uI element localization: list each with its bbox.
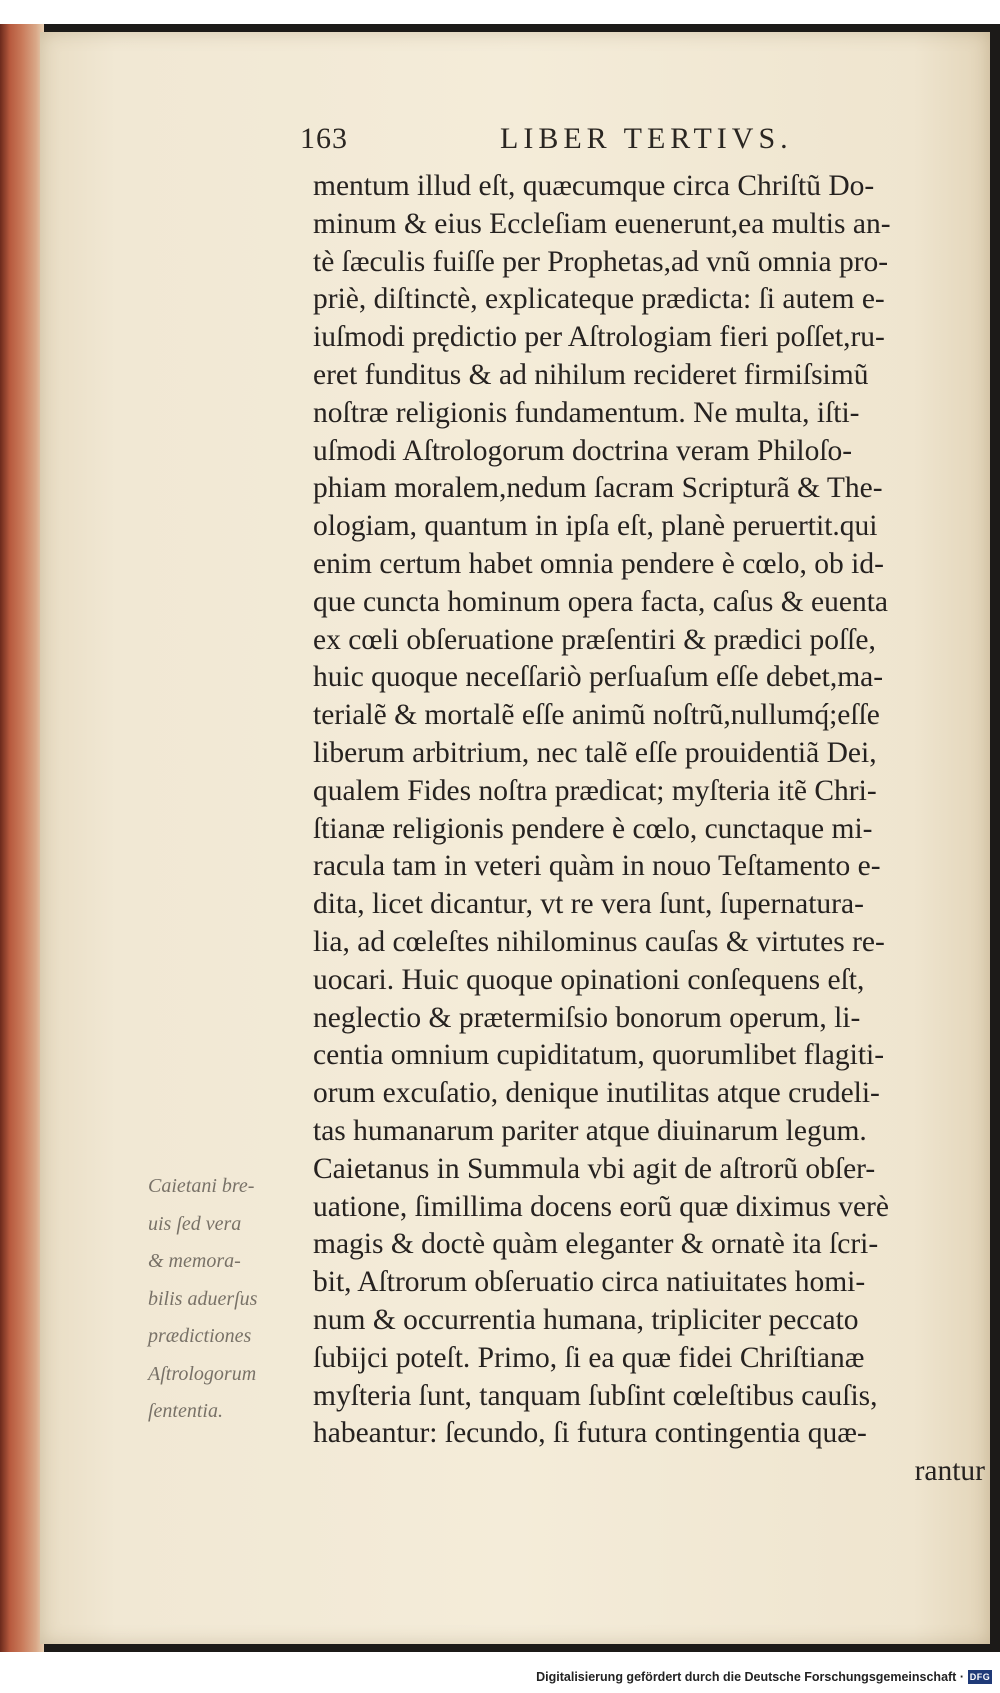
text-line: ſubijci poteſt. Primo, ſi ea quæ fidei Chriſtianæ <box>313 1341 865 1374</box>
text-line: num & occurrentia humana, tripliciter peccato <box>313 1303 859 1336</box>
page-number: 163 <box>300 122 348 155</box>
margin-note-line: & memora- <box>148 1250 241 1272</box>
text-line: noſtræ religionis fundamentum. Ne multa, iſti- <box>313 396 860 429</box>
text-line: lia, ad cœleſtes nihilominus cauſas & virtutes re- <box>313 925 885 958</box>
text-line: tas humanarum pariter atque diuinarum legum. <box>313 1114 867 1147</box>
text-line: eret funditus & ad nihilum recideret firmiſsimũ <box>313 358 869 391</box>
book-edge <box>0 24 44 1652</box>
digitization-footer <box>536 1668 992 1686</box>
page-header <box>300 122 940 166</box>
text-line: habeantur: ſecundo, ſi futura contingentia quæ- <box>313 1417 867 1450</box>
text-line: centia omnium cupiditatum, quorumlibet flagiti- <box>313 1039 885 1072</box>
text-line: myſteria ſunt, tanquam ſubſint cœleſtibus cauſis, <box>313 1379 878 1412</box>
text-line: iuſmodi prędictio per Aſtrologiam fieri poſſet,ru- <box>313 321 885 354</box>
text-line: uocari. Huic quoque opinationi conſequens eſt, <box>313 963 865 996</box>
margin-note-line: Caietani bre- <box>148 1175 255 1197</box>
margin-note-line: uis ſed vera <box>148 1212 242 1235</box>
margin-note-line: prædictiones <box>148 1325 252 1347</box>
text-line: enim certum habet omnia pendere è cœlo, ob id- <box>313 547 884 580</box>
text-line: liberum arbitrium, nec talẽ eſſe prouidentiã Dei, <box>313 736 877 769</box>
text-line: racula tam in veteri quàm in nouo Teſtamento e- <box>313 850 881 883</box>
text-line: orum excuſatio, denique inutilitas atque crudeli- <box>313 1077 880 1110</box>
text-line: phiam moralem,nedum ſacram Scripturã & The- <box>313 472 883 505</box>
text-line: huic quoque neceſſariò perſuaſum eſſe debet,ma- <box>313 661 884 694</box>
text-line: que cuncta hominum opera facta, caſus & euenta <box>313 585 889 618</box>
text-line: mentum illud eſt, quæcumque circa Chriſtũ Do- <box>313 170 875 202</box>
text-line: qualem Fides noſtra prædicat; myſteria itẽ Chri- <box>313 774 877 807</box>
footer-credit: Digitalisierung gefördert durch die Deutsche Forschungsgemeinschaft · <box>536 1670 964 1684</box>
text-line: priè, diſtinctè, explicateque prædicta: ſi autem e- <box>313 283 885 316</box>
catchword: rantur <box>914 1455 985 1488</box>
text-line: ſtianæ religionis pendere è cœlo, cunctaque mi- <box>313 812 873 845</box>
text-line: ex cœli obſeruatione præſentiri & prædici poſſe, <box>313 623 876 656</box>
text-line: uatione, ſimillima docens eorũ quæ diximus verè <box>313 1190 889 1223</box>
text-line: tè ſæculis fuiſſe per Prophetas,ad vnũ omnia pro- <box>313 245 889 278</box>
dfg-logo-icon: DFG <box>969 1672 991 1682</box>
margin-note-line: Aſtrologorum <box>148 1362 257 1385</box>
text-line: neglectio & prætermiſsio bonorum operum, li- <box>313 1001 861 1034</box>
margin-note <box>148 1168 308 1431</box>
text-line: minum & eius Eccleſiam euenerunt,ea multis an- <box>313 207 891 240</box>
text-line: uſmodi Aſtrologorum doctrina veram Philoſo- <box>313 434 853 467</box>
text-line: dita, licet dicantur, vt re vera ſunt, ſupernatura- <box>313 888 864 921</box>
margin-note-line: bilis aduerſus <box>148 1287 258 1310</box>
margin-note-line: ſententia. <box>148 1400 223 1422</box>
text-line: bit, Aſtrorum obſeruatio circa natiuitates homi- <box>313 1266 866 1299</box>
text-line: terialẽ & mortalẽ eſſe animũ noſtrũ,nullumq́;eſſe <box>313 699 880 732</box>
text-line: magis & doctè quàm eleganter & ornatè ita ſcri- <box>313 1228 879 1261</box>
text-line: Caietanus in Summula vbi agit de aſtrorũ obſer- <box>313 1152 876 1185</box>
running-title: LIBER TERTIVS. <box>500 122 793 155</box>
body-text <box>313 168 985 1491</box>
text-line: ologiam, quantum in ipſa eſt, planè peruertit.qui <box>313 510 878 543</box>
